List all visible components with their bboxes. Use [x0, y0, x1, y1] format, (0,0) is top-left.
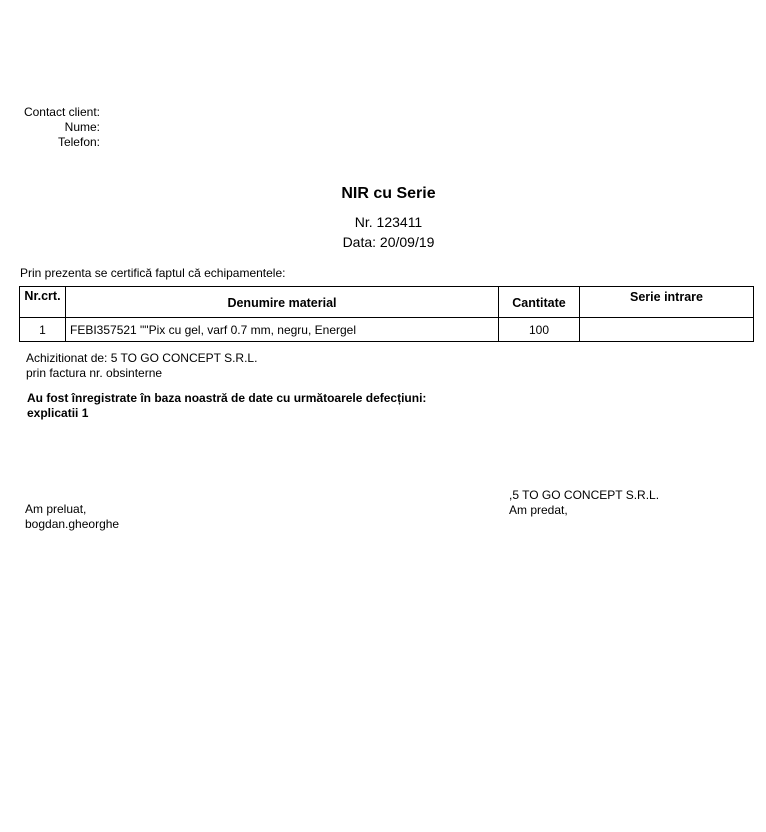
acquisition-block: [26, 351, 257, 381]
contact-phone-label: Telefon:: [57, 135, 100, 149]
cell-nr: 1: [20, 318, 66, 342]
invoice-line: prin factura nr. obsinterne: [26, 366, 163, 380]
items-table: [19, 286, 754, 342]
document-title: NIR cu Serie: [341, 185, 436, 202]
contact-name-label: Nume:: [64, 120, 100, 134]
supplier-line: Achizitionat de: 5 TO GO CONCEPT S.R.L.: [26, 351, 258, 365]
col-header-quantity: Cantitate: [499, 287, 580, 318]
cell-material: FEBI357521 ""Pix cu gel, varf 0.7 mm, negru, Energel: [66, 318, 499, 342]
col-header-serial: Serie intrare: [580, 287, 754, 318]
contact-client-label: Contact client:: [23, 105, 100, 119]
table-row: [20, 318, 754, 342]
received-signature-block: [25, 502, 119, 532]
defects-text: explicatii 1: [27, 406, 89, 420]
col-header-nr: Nr.crt.: [20, 287, 66, 318]
document-number: Nr. 123411: [354, 214, 423, 230]
table-header-row: [20, 287, 754, 318]
document-date: Data: 20/09/19: [342, 234, 435, 250]
delivered-signature-block: [509, 488, 659, 518]
cell-quantity: 100: [499, 318, 580, 342]
col-header-material: Denumire material: [66, 287, 499, 318]
defects-block: [27, 391, 426, 421]
contact-block: [20, 105, 100, 150]
received-name: bogdan.gheorghe: [25, 517, 120, 531]
defects-heading: Au fost înregistrate în baza noastră de date cu următoarele defecțiuni:: [27, 391, 427, 405]
delivered-company: ,5 TO GO CONCEPT S.R.L.: [509, 488, 660, 502]
delivered-label: Am predat,: [509, 503, 568, 517]
intro-text: Prin prezenta se certifică faptul că echipamentele:: [20, 266, 286, 280]
cell-serial: [580, 318, 754, 342]
received-label: Am preluat,: [25, 502, 87, 516]
